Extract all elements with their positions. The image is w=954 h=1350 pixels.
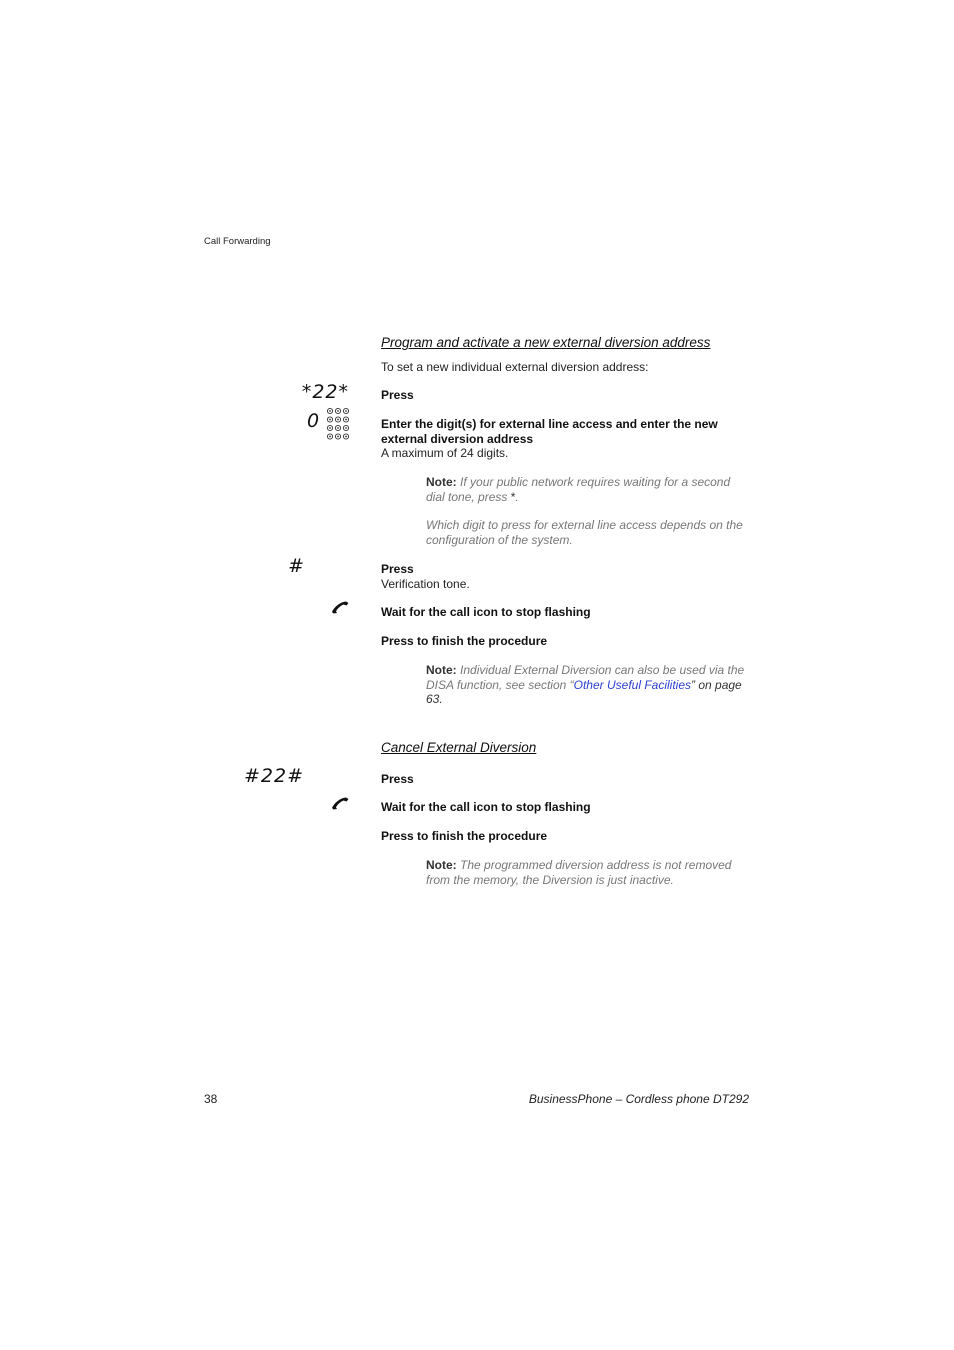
step-enter-digits-label: Enter the digit(s) for external line access and enter the new external diversion address [381, 417, 718, 446]
step-press-detail: Verification tone. [381, 576, 470, 591]
note-address-not-removed [426, 858, 752, 887]
section-title-program-diversion: Program and activate a new external diversion address [381, 335, 711, 350]
key-hash-22-hash: #22# [243, 765, 304, 787]
step-finish-procedure: Press to finish the procedure [381, 634, 548, 648]
note-label: Note: [426, 475, 457, 489]
step-press-label: Press [381, 562, 414, 576]
step-finish-procedure: Press to finish the procedure [381, 829, 548, 843]
note-label: Note: [426, 663, 457, 677]
step-wait-flashing: Wait for the call icon to stop flashing [381, 800, 591, 814]
step-enter-digits [381, 417, 753, 461]
note-text: If your public network requires waiting for a second dial tone, press [426, 475, 731, 504]
footer-product-name: BusinessPhone – Cordless phone DT292 [528, 1092, 749, 1106]
handset-icon [330, 600, 350, 614]
note-line-access-digit: Which digit to press for external line access depends on the configuration of the system. [426, 518, 743, 547]
step-press-label: Press [381, 772, 414, 786]
step-enter-digits-detail: A maximum of 24 digits. [381, 446, 509, 460]
key-star-22-star: *22* [301, 381, 349, 403]
section-title-cancel-diversion: Cancel External Diversion [381, 740, 537, 755]
section-intro: To set a new individual external diversion address: [381, 360, 649, 374]
page-number: 38 [204, 1092, 218, 1106]
step-press-hash [381, 562, 470, 591]
note-second-dial-tone [426, 475, 752, 504]
note-text: The programmed diversion address is not removed from the memory, the Diversion is just inactive. [426, 858, 732, 887]
link-other-useful-facilities[interactable]: Other Useful Facilities [573, 677, 692, 692]
note-text-end: . [515, 489, 519, 504]
star-key-icon: * [510, 489, 516, 504]
step-press-label: Press [381, 388, 414, 402]
key-zero: 0 [307, 410, 321, 432]
note-label: Note: [426, 858, 457, 872]
keypad-icon [326, 407, 350, 441]
key-hash: # [288, 555, 305, 577]
note-text: Individual External Diversion can also be used via the DISA function, see section “ [426, 663, 745, 692]
note-disa-function [426, 663, 752, 707]
handset-icon [330, 796, 350, 810]
note-text-end: ” on page 63. [426, 677, 742, 706]
step-wait-flashing: Wait for the call icon to stop flashing [381, 605, 591, 619]
running-header: Call Forwarding [204, 236, 271, 247]
